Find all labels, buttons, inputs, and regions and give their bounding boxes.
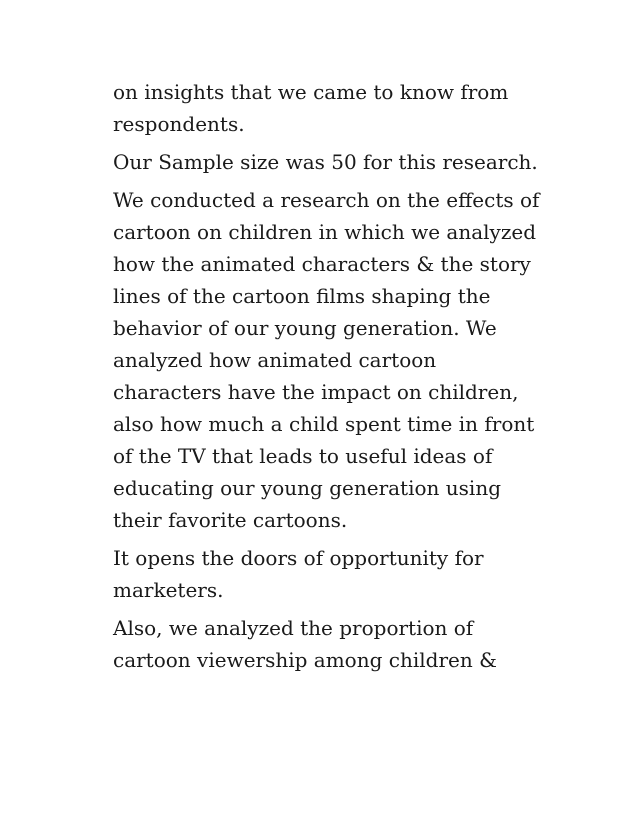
text-line: respondents. — [113, 112, 245, 136]
text-line: marketers. — [113, 578, 224, 602]
text-line: cartoon viewership among children & — [113, 648, 497, 672]
text-line: analyzed how animated cartoon — [113, 348, 437, 372]
text-line: cartoon on children in which we analyzed — [113, 220, 537, 244]
text-line: Our Sample size was 50 for this research. — [113, 150, 538, 174]
text-line: behavior of our young generation. We — [113, 316, 497, 340]
text-line: characters have the impact on children, — [113, 380, 519, 404]
text-line: educating our young generation using — [113, 476, 501, 500]
text-line: also how much a child spent time in front — [113, 412, 535, 436]
paragraph-sample-size — [113, 146, 563, 178]
text-line: of the TV that leads to useful ideas of — [113, 444, 493, 468]
paragraph-opportunity — [113, 542, 563, 606]
text-line: their favorite cartoons. — [113, 508, 348, 532]
text-line: We conducted a research on the effects of — [113, 188, 540, 212]
text-line: It opens the doors of opportunity for — [113, 546, 484, 570]
text-line: on insights that we came to know from — [113, 80, 509, 104]
paragraph-insights — [113, 76, 563, 140]
text-line: lines of the cartoon films shaping the — [113, 284, 491, 308]
paragraph-research-description — [113, 184, 563, 536]
text-line: how the animated characters & the story — [113, 252, 531, 276]
text-line: Also, we analyzed the proportion of — [113, 616, 474, 640]
paragraph-viewership — [113, 612, 563, 676]
document-body — [113, 76, 563, 682]
